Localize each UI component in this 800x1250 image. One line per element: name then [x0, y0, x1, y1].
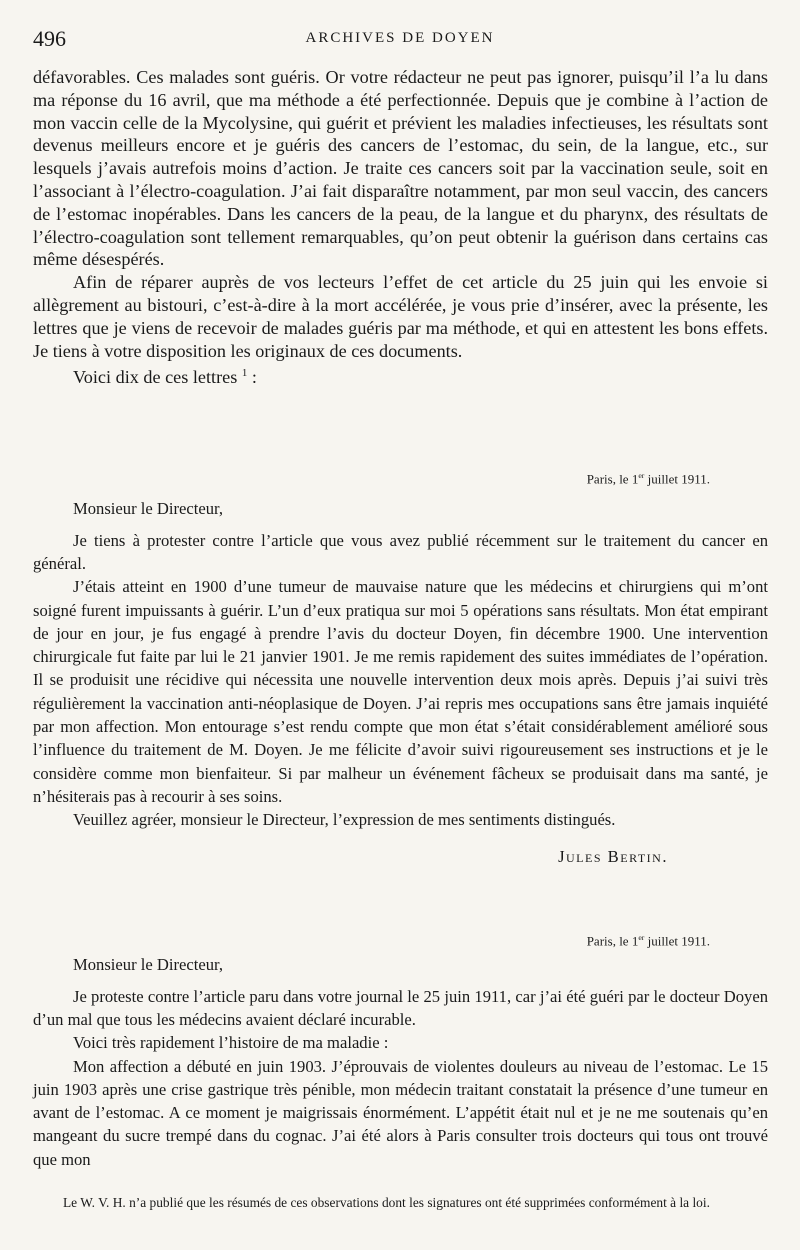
footnote: Le W. V. H. n’a publié que les résumés de ces observations dont les signatures ont été supprimées conformément à la loi.	[63, 1195, 710, 1211]
letter-1	[33, 466, 768, 869]
intro-text	[33, 66, 768, 389]
intro-paragraph-3-text: Voici dix de ces lettres	[73, 367, 238, 388]
running-head: ARCHIVES DE DOYEN	[305, 30, 495, 46]
letter-2-salutation: Monsieur le Directeur,	[73, 955, 224, 975]
letter-1-date-sup: er	[638, 471, 645, 480]
letter-2-date-suffix: juillet 1911.	[644, 933, 710, 949]
page-number: 496	[33, 26, 66, 51]
letter-1-date-prefix: Paris, le 1	[586, 471, 639, 487]
intro-paragraph-2: Afin de réparer auprès de vos lecteurs l’effet de cet article du 25 juin qui les envoie si allègrement au bistouri, c’est-à-dire à la mort accélérée, je vous prie d’insérer, avec la présente, les lettres que je viens de recevoir de malades guéris par ma méthode, et qui en attestent les bons effets. Je tiens à votre disposition les originaux de ces documents.	[33, 272, 768, 361]
intro-paragraph-3	[33, 362, 768, 389]
letter-1-salutation: Monsieur le Directeur,	[73, 499, 224, 519]
letter-1-date-suffix: juillet 1911.	[644, 471, 710, 487]
letter-1-dateline	[33, 466, 768, 489]
letter-2-paragraph-3: Mon affection a débuté en juin 1903. J’éprouvais de violentes douleurs au niveau de l’estomac. Le 15 juin 1903 après une crise gastrique très pénible, mon médecin traitant constatait la présence d’une tumeur en avant de l’estomac. A ce moment je maigrissais énormément. L’appétit était nul et je ne me soutenais qu’en mangeant du sucre trempé dans du cognac. J’ai été alors à Paris consulter trois docteurs qui tous ont trouvé que mon	[33, 1056, 768, 1169]
letter-2-date-sup: er	[638, 933, 645, 942]
letter-1-signature: Jules Bertin.	[558, 847, 668, 867]
intro-paragraph-3-tail: :	[247, 367, 257, 388]
letter-1-paragraph-1: Je tiens à protester contre l’article que vous avez publié récemment sur le traitement du cancer en général.	[33, 530, 768, 573]
letter-1-paragraph-2: J’étais atteint en 1900 d’une tumeur de mauvaise nature que les médecins et chirurgiens qui m’ont soigné furent impuissants à guérir. L’un d’eux pratiqua sur moi 5 opérations sans résultats. Mon état empirant de jour en jour, je fus engagé à prendre l’avis du docteur Doyen, fin décembre 1900. Une intervention chirurgicale fut faite par lui le 21 janvier 1901. Je me remis rapidement des suites immédiates de l’opération. Il se produisit une récidive qui nécessita une nouvelle intervention deux mois après. Depuis j’ai suivi très régulièrement la vaccination anti-néoplasique de Doyen. J’ai repris mes occupations sans être jamais inquiété par mon affection. Mon entourage s’est rendu compte que mon état s’était considérablement amélioré sous l’influence du traitement de M. Doyen. Je me félicite d’avoir suivi rigoureusement ses instructions et je le considère comme mon bienfaiteur. Si par malheur un événement fâcheux se produisait dans ma santé, je n’hésiterais pas à recourir à ses soins.	[33, 577, 768, 806]
page-header	[33, 26, 767, 52]
letter-2-dateline	[33, 928, 768, 951]
letter-2-paragraph-1: Je proteste contre l’article paru dans votre journal le 25 juin 1911, car j’ai été guéri par le docteur Doyen d’un mal que tous les médecins avaient déclaré incurable.	[33, 986, 768, 1029]
letter-2-date-prefix: Paris, le 1	[586, 933, 639, 949]
letter-2	[33, 928, 768, 1171]
letter-1-paragraph-3: Veuillez agréer, monsieur le Directeur, l’expression de mes sentiments distingués.	[73, 810, 616, 830]
intro-paragraph-1: défavorables. Ces malades sont guéris. Or votre rédacteur ne peut pas ignorer, puisqu’il l’a lu dans ma réponse du 16 avril, que ma méthode a été perfectionnée. Depuis que je combine à l’action de mon vaccin celle de la Mycolysine, qui guérit et prévient les maladies infectieuses, les résultats sont devenus meilleurs encore et je guéris des cancers de l’estomac, du sein, de la langue, etc., sur lesquels j’avais autrefois moins d’action. Je traite ces cancers soit par la vaccination seule, soit en l’associant à l’électro-coagulation. J’ai fait disparaître notamment, par mon seul vaccin, des cancers de l’estomac inopérables. Dans les cancers de la peau, de la langue et du pharynx, des résultats de l’électro-coagulation sont tellement remarquables, qu’on peut obtenir la guérison dans certains cas même désespérés.	[33, 67, 768, 270]
letter-2-paragraph-2: Voici très rapidement l’histoire de ma maladie :	[73, 1033, 389, 1053]
footnote-marker: 1	[241, 367, 248, 380]
